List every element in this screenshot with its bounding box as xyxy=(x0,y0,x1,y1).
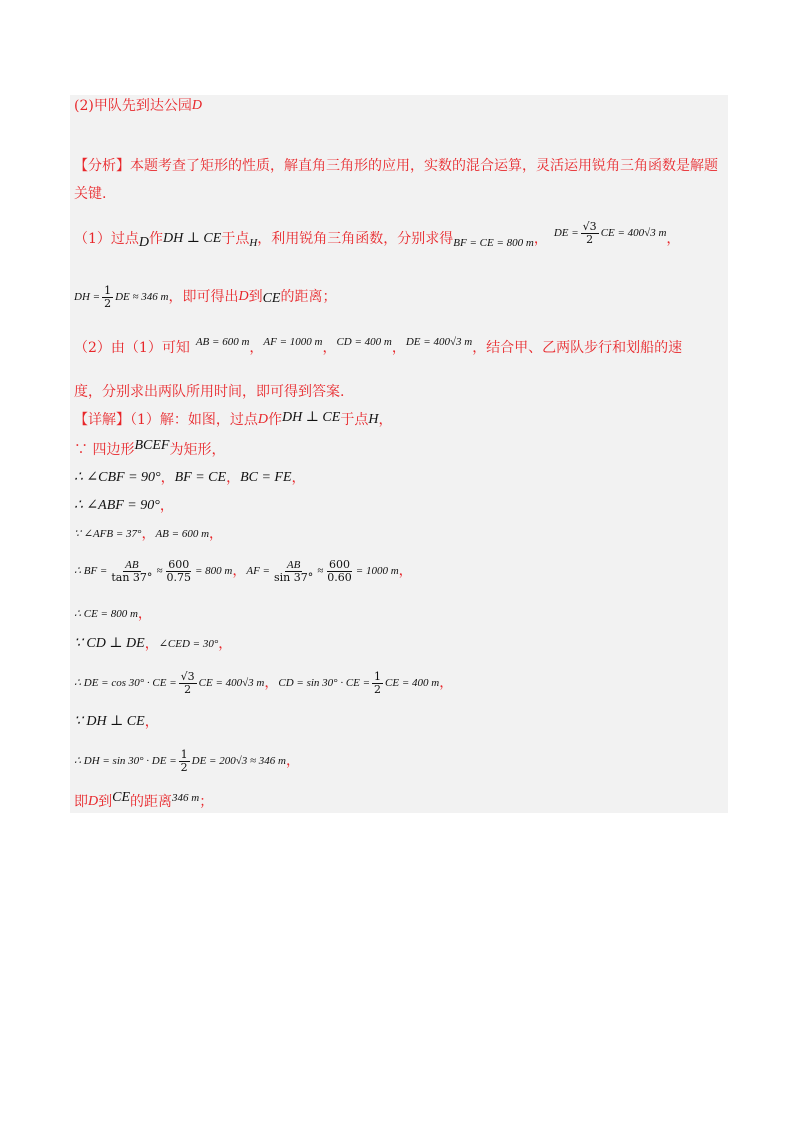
math-expr: AF = 1000 m xyxy=(263,336,323,348)
math-expr: DH ⊥ CE xyxy=(163,231,222,246)
detail-heading xyxy=(74,410,392,430)
text: ， xyxy=(218,636,233,652)
text: ， xyxy=(286,753,300,769)
numerator: 1 xyxy=(374,669,382,683)
text: 于点 xyxy=(221,231,250,247)
text: 为矩形， xyxy=(169,442,226,458)
math-expr: CD = sin 30° · CE = xyxy=(278,677,371,689)
text: 到 xyxy=(248,289,263,305)
text: ， xyxy=(226,470,241,486)
math-expr: ∴ BF = xyxy=(74,565,108,577)
text: ， xyxy=(232,563,247,579)
numerator: 1 xyxy=(104,283,112,297)
math-expr: DH ⊥ CE xyxy=(282,410,341,425)
detail-line-abf xyxy=(74,496,174,516)
text: ， xyxy=(137,606,152,622)
math-var: CE xyxy=(112,790,131,805)
math-expr: ∵ CD ⊥ DE xyxy=(74,636,145,651)
math-expr: ∴ CE = 800 m xyxy=(74,608,138,620)
text: ； xyxy=(199,794,214,810)
math-var: H xyxy=(368,412,379,427)
fraction xyxy=(179,671,197,696)
detail-line-ce xyxy=(74,604,152,624)
numerator: 1 xyxy=(180,747,188,761)
detail-line-bf-af xyxy=(74,554,413,588)
analysis-line-2 xyxy=(74,184,106,204)
denominator: 2 xyxy=(104,296,112,310)
denominator: 0.60 xyxy=(327,570,352,584)
detail-line-dh-value xyxy=(74,744,300,778)
math-var: D xyxy=(191,98,202,113)
denominator: 2 xyxy=(586,232,594,246)
math-expr: CD = 400 m xyxy=(336,336,392,348)
math-expr: DH = xyxy=(74,291,101,303)
math-expr: BF = CE = 800 m xyxy=(453,237,534,249)
text: ， xyxy=(159,498,174,514)
text: ， xyxy=(666,231,681,247)
text: ， xyxy=(378,412,393,428)
fraction xyxy=(272,559,315,584)
text: 【分析】本题考查了矩形的性质，解直角三角形的应用，实数的混合运算，灵活运用锐角三角函数是解题 xyxy=(74,158,718,174)
text: ，利用锐角三角函数，分别求得 xyxy=(257,231,454,247)
math-var: H xyxy=(249,237,258,249)
math-expr: 346 m xyxy=(172,792,200,804)
fraction xyxy=(179,749,190,774)
math-expr: DE = 400√3 m xyxy=(405,336,473,348)
analysis-step-1b xyxy=(74,282,336,312)
text: 到 xyxy=(98,794,113,810)
math-expr: CE = 400 m xyxy=(385,677,440,689)
math-var: CE xyxy=(262,291,281,306)
math-expr: ∴ DE = cos 30° · CE = xyxy=(74,677,177,689)
text: ，结合甲、乙两队步行和划船的速 xyxy=(472,340,683,356)
text: （2）由（1）可知 xyxy=(74,340,190,356)
analysis-line-1 xyxy=(74,156,718,176)
denominator: 2 xyxy=(184,682,192,696)
math-expr: = 1000 m xyxy=(355,565,399,577)
numerator: √3 xyxy=(180,669,195,683)
math-expr: ∴ ∠ABF = 90° xyxy=(74,498,160,513)
text: 度，分别求出两队所用时间，即可得到答案. xyxy=(74,384,345,400)
text: 即 xyxy=(74,794,88,810)
detail-line-rect xyxy=(74,440,225,460)
text: ， xyxy=(144,636,159,652)
fraction xyxy=(109,559,154,584)
text: 的距离 xyxy=(130,794,173,810)
text: ， xyxy=(439,675,454,691)
text: ∵ 四边形 xyxy=(74,442,135,458)
fraction xyxy=(102,285,113,310)
math-expr: BCEF xyxy=(134,438,170,453)
fraction xyxy=(325,559,354,584)
detail-line-dh xyxy=(74,712,159,732)
fraction xyxy=(372,671,383,696)
text: ， xyxy=(391,340,406,356)
text: ， xyxy=(398,563,413,579)
math-expr: ≈ xyxy=(156,565,163,577)
detail-line-angles xyxy=(74,468,306,488)
math-expr: DE = 200√3 ≈ 346 m xyxy=(191,755,286,767)
text: ， xyxy=(160,470,175,486)
math-expr: CE = 400√3 m xyxy=(198,677,265,689)
analysis-step-2b xyxy=(74,382,344,402)
math-expr: = 800 m xyxy=(194,565,233,577)
math-var: D xyxy=(88,794,99,809)
text: ， xyxy=(141,526,156,542)
text: ， xyxy=(144,714,159,730)
text: 作 xyxy=(149,231,164,247)
numerator: AB xyxy=(286,558,301,571)
math-expr: ∵ DH ⊥ CE xyxy=(74,714,145,729)
numerator: 600 xyxy=(168,557,190,571)
math-var: D xyxy=(138,235,150,250)
math-var: D xyxy=(257,412,269,427)
numerator: 600 xyxy=(329,557,351,571)
math-expr: AB = 600 m xyxy=(195,336,250,348)
math-expr: DE ≈ 346 m xyxy=(115,291,169,303)
math-var: D xyxy=(238,289,249,304)
text: 【详解】（1）解：如图，过点 xyxy=(74,412,258,428)
detail-line-cd-de xyxy=(74,634,232,654)
math-expr: BF = CE xyxy=(174,470,227,485)
analysis-step-1 xyxy=(74,219,681,254)
math-expr: ∴ DH = sin 30° · DE = xyxy=(74,755,177,767)
text: ， xyxy=(209,526,224,542)
math-expr: AB = 600 m xyxy=(155,528,210,540)
text: 的距离； xyxy=(280,289,337,305)
math-expr: AF = xyxy=(246,565,270,577)
math-expr: DE = xyxy=(553,227,579,239)
detail-conclusion xyxy=(74,792,213,812)
text: ， xyxy=(533,231,548,247)
text: (2)甲队先到达公园 xyxy=(74,98,192,114)
text: ， xyxy=(322,340,337,356)
math-expr: ≈ xyxy=(317,565,324,577)
detail-line-afb xyxy=(74,524,223,544)
denominator: 0.75 xyxy=(166,570,191,584)
text: ， xyxy=(249,340,264,356)
detail-line-de-cd xyxy=(74,666,453,700)
fraction xyxy=(164,559,193,584)
text: 作 xyxy=(268,412,283,428)
math-expr: CE = 400√3 m xyxy=(600,227,667,239)
denominator: tan 37° xyxy=(111,570,153,584)
denominator: 2 xyxy=(180,760,188,774)
math-expr: ∵ ∠AFB = 37° xyxy=(74,528,142,540)
fraction xyxy=(581,221,599,246)
text: ， xyxy=(264,675,279,691)
math-expr: BC = FE xyxy=(240,470,292,485)
text: ， xyxy=(291,470,306,486)
denominator: 2 xyxy=(374,682,382,696)
answer-part-2 xyxy=(74,96,202,116)
analysis-step-2 xyxy=(74,338,682,358)
numerator: √3 xyxy=(582,219,597,233)
denominator: sin 37° xyxy=(273,570,314,584)
text: （1）过点 xyxy=(74,231,139,247)
numerator: AB xyxy=(125,558,139,571)
text: 关键. xyxy=(74,186,107,202)
math-expr: ∠CED = 30° xyxy=(158,638,219,650)
text: 于点 xyxy=(340,412,369,428)
math-expr: ∴ ∠CBF = 90° xyxy=(74,470,161,485)
text: ，即可得出 xyxy=(168,289,239,305)
